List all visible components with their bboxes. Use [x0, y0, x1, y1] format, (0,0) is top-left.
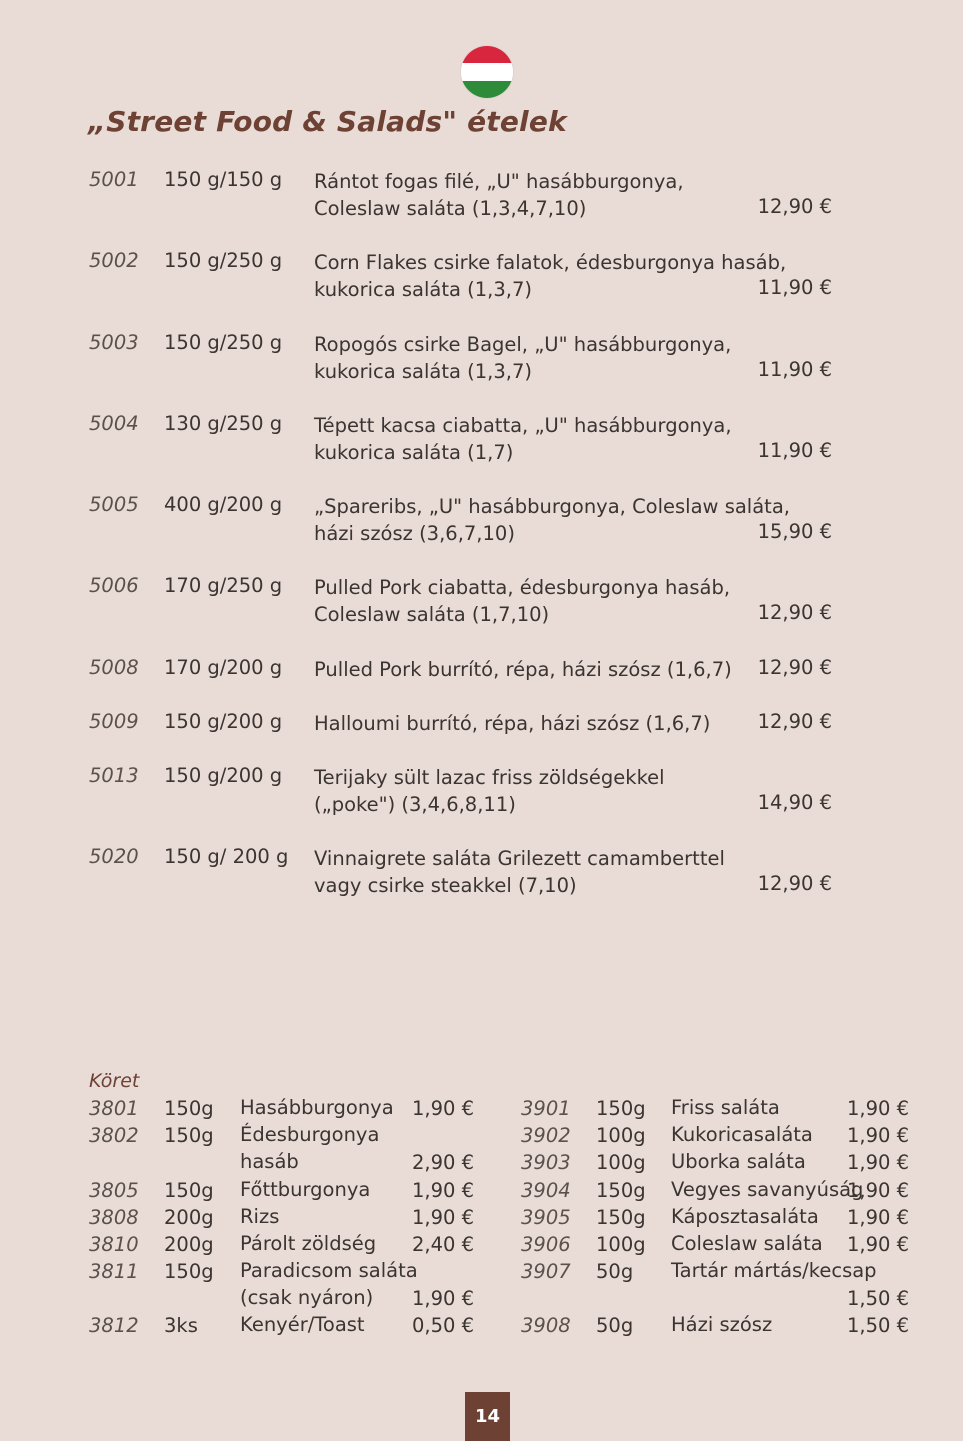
side-code: 3812	[89, 1314, 139, 1337]
item-description-line: „Spareribs, „U" hasábburgonya, Coleslaw saláta,	[314, 495, 790, 518]
side-name	[671, 1203, 819, 1230]
side-name	[671, 1094, 780, 1121]
item-description-line: Coleslaw saláta (1,7,10)	[314, 603, 550, 626]
side-weight: 100g	[596, 1233, 646, 1256]
side-name-line: Házi szósz	[671, 1313, 773, 1336]
side-name	[671, 1230, 823, 1257]
item-description-line: kukorica saláta (1,7)	[314, 441, 514, 464]
side-name	[240, 1311, 365, 1338]
side-name-line: Paradicsom saláta	[240, 1259, 418, 1282]
item-description	[314, 710, 710, 737]
item-weight: 150 g/200 g	[164, 710, 283, 733]
side-price: 2,40 €	[411, 1233, 474, 1256]
side-price: 2,90 €	[411, 1151, 474, 1174]
item-weight: 400 g/200 g	[164, 493, 283, 516]
side-name	[671, 1311, 772, 1338]
side-code: 3904	[521, 1179, 571, 1202]
side-weight: 150g	[596, 1097, 646, 1120]
side-code: 3811	[89, 1260, 139, 1283]
item-description	[314, 656, 732, 683]
side-name-line: Kenyér/Toast	[240, 1313, 365, 1336]
item-price: 11,90 €	[757, 439, 832, 462]
side-code: 3908	[521, 1314, 571, 1337]
side-code: 3802	[89, 1124, 139, 1147]
side-price: 1,90 €	[846, 1124, 909, 1147]
item-weight: 150 g/ 200 g	[164, 845, 289, 868]
side-price: 1,90 €	[846, 1206, 909, 1229]
item-description	[314, 764, 665, 818]
item-description-line: házi szósz (3,6,7,10)	[314, 522, 515, 545]
side-name	[671, 1176, 863, 1203]
side-name-line: Uborka saláta	[671, 1150, 806, 1173]
side-name-line: Tartár mártás/kecsap	[671, 1259, 877, 1282]
side-name-line: Hasábburgonya	[240, 1096, 394, 1119]
side-name-line: (csak nyáron)	[240, 1286, 374, 1309]
item-description-line: Tépett kacsa ciabatta, „U" hasábburgonya,	[314, 414, 732, 437]
item-code: 5020	[89, 845, 139, 868]
side-name-line: Főttburgonya	[240, 1178, 371, 1201]
side-price: 1,90 €	[846, 1179, 909, 1202]
side-weight: 150g	[164, 1124, 214, 1147]
item-description	[314, 493, 790, 547]
item-description	[314, 331, 731, 385]
side-name	[240, 1121, 379, 1175]
side-name	[240, 1230, 376, 1257]
item-weight: 150 g/250 g	[164, 331, 283, 354]
side-name-line: Friss saláta	[671, 1096, 780, 1119]
item-price: 11,90 €	[757, 358, 832, 381]
side-weight: 100g	[596, 1151, 646, 1174]
item-description-line: Terijaky sült lazac friss zöldségekkel	[314, 766, 665, 789]
side-weight: 200g	[164, 1233, 214, 1256]
item-weight: 170 g/250 g	[164, 574, 283, 597]
item-price: 12,90 €	[757, 195, 832, 218]
side-price: 1,90 €	[846, 1233, 909, 1256]
side-weight: 50g	[596, 1314, 634, 1337]
item-description	[314, 574, 730, 628]
item-code: 5001	[89, 168, 139, 191]
item-description-line: Vinnaigrete saláta Grilezett camamberttel	[314, 847, 725, 870]
side-weight: 150g	[164, 1179, 214, 1202]
side-code: 3801	[89, 1097, 139, 1120]
item-weight: 130 g/250 g	[164, 412, 283, 435]
item-description-line: Coleslaw saláta (1,3,4,7,10)	[314, 197, 587, 220]
item-code: 5008	[89, 656, 139, 679]
side-price: 1,90 €	[411, 1206, 474, 1229]
side-name	[240, 1257, 418, 1311]
side-code: 3810	[89, 1233, 139, 1256]
item-description-line: Pulled Pork ciabatta, édesburgonya hasáb,	[314, 576, 731, 599]
item-description	[314, 845, 725, 899]
item-code: 5009	[89, 710, 139, 733]
item-price: 12,90 €	[757, 710, 832, 733]
side-name-line: Rizs	[240, 1205, 280, 1228]
item-weight: 150 g/200 g	[164, 764, 283, 787]
page-number: 14	[465, 1392, 510, 1441]
side-name-line: Coleslaw saláta	[671, 1232, 823, 1255]
item-code: 5013	[89, 764, 139, 787]
side-weight: 200g	[164, 1206, 214, 1229]
side-weight: 150g	[164, 1097, 214, 1120]
side-code: 3805	[89, 1179, 139, 1202]
side-name	[671, 1121, 813, 1148]
item-description-line: („poke") (3,4,6,8,11)	[314, 793, 516, 816]
item-description-line: kukorica saláta (1,3,7)	[314, 360, 532, 383]
side-name	[671, 1148, 806, 1175]
item-description	[314, 249, 786, 303]
side-price: 1,50 €	[846, 1314, 909, 1337]
side-name	[240, 1094, 394, 1121]
item-description-line: kukorica saláta (1,3,7)	[314, 278, 532, 301]
side-price: 0,50 €	[411, 1314, 474, 1337]
side-price: 1,90 €	[411, 1287, 474, 1310]
item-code: 5003	[89, 331, 139, 354]
item-price: 11,90 €	[757, 276, 832, 299]
side-code: 3903	[521, 1151, 571, 1174]
sides-title: Köret	[89, 1070, 140, 1092]
side-code: 3808	[89, 1206, 139, 1229]
side-code: 3905	[521, 1206, 571, 1229]
item-description-line: Ropogós csirke Bagel, „U" hasábburgonya,	[314, 333, 732, 356]
side-name-line: Kukoricasaláta	[671, 1123, 813, 1146]
page-title: „Street Food & Salads" ételek	[88, 105, 567, 138]
item-description-line: Rántot fogas filé, „U" hasábburgonya,	[314, 170, 684, 193]
item-price: 14,90 €	[757, 791, 832, 814]
side-price: 1,90 €	[846, 1097, 909, 1120]
side-code: 3902	[521, 1124, 571, 1147]
side-weight: 150g	[596, 1206, 646, 1229]
side-name	[240, 1203, 279, 1230]
item-code: 5006	[89, 574, 139, 597]
item-description-line: Halloumi burrító, répa, házi szósz (1,6,7)	[314, 712, 711, 735]
item-description	[314, 412, 732, 466]
side-name-line: Párolt zöldség	[240, 1232, 377, 1255]
side-name-line: Édesburgonya	[240, 1123, 380, 1146]
item-description	[314, 168, 684, 222]
side-code: 3906	[521, 1233, 571, 1256]
side-code: 3907	[521, 1260, 571, 1283]
item-price: 12,90 €	[757, 656, 832, 679]
item-description-line: vagy csirke steakkel (7,10)	[314, 874, 577, 897]
side-name-line: hasáb	[240, 1150, 299, 1173]
hungarian-flag-icon	[461, 46, 513, 98]
item-code: 5004	[89, 412, 139, 435]
side-name	[240, 1176, 370, 1203]
item-weight: 170 g/200 g	[164, 656, 283, 679]
item-code: 5005	[89, 493, 139, 516]
side-price: 1,90 €	[411, 1097, 474, 1120]
item-weight: 150 g/250 g	[164, 249, 283, 272]
side-weight: 100g	[596, 1124, 646, 1147]
side-weight: 150g	[596, 1179, 646, 1202]
side-price: 1,90 €	[411, 1179, 474, 1202]
item-description-line: Corn Flakes csirke falatok, édesburgonya hasáb,	[314, 251, 787, 274]
side-weight: 150g	[164, 1260, 214, 1283]
side-name-line: Káposztasaláta	[671, 1205, 819, 1228]
side-name-line: Vegyes savanyúság	[671, 1178, 864, 1201]
item-description-line: Pulled Pork burrító, répa, házi szósz (1,6,7)	[314, 658, 732, 681]
item-price: 12,90 €	[757, 601, 832, 624]
side-code: 3901	[521, 1097, 571, 1120]
side-price: 1,50 €	[846, 1287, 909, 1310]
side-price: 1,90 €	[846, 1151, 909, 1174]
side-weight: 3ks	[164, 1314, 198, 1337]
item-price: 15,90 €	[757, 520, 832, 543]
side-name	[671, 1257, 877, 1284]
side-weight: 50g	[596, 1260, 634, 1283]
item-code: 5002	[89, 249, 139, 272]
item-price: 12,90 €	[757, 872, 832, 895]
item-weight: 150 g/150 g	[164, 168, 283, 191]
